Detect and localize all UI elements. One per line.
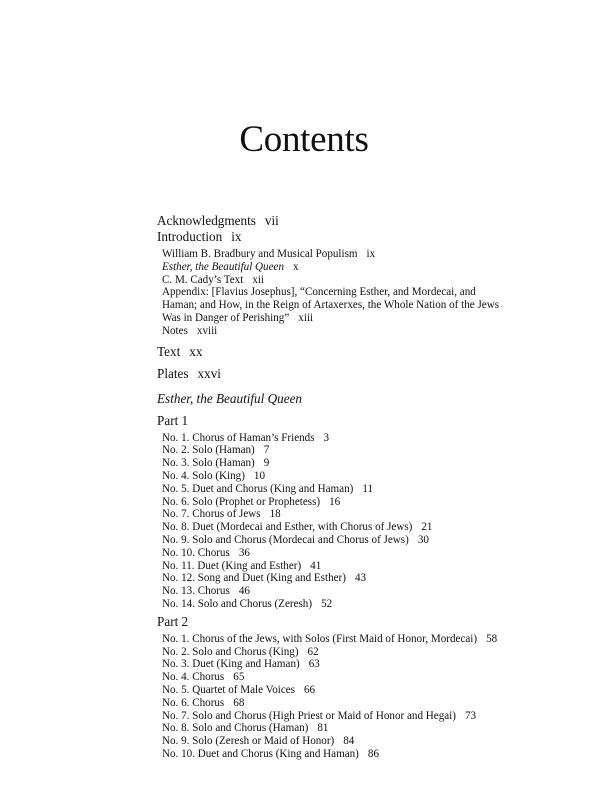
toc-number-entry — [162, 646, 577, 659]
toc-number-entry — [162, 748, 577, 761]
toc-number-entry — [162, 432, 577, 445]
entry-page: 62 — [307, 645, 319, 658]
toc-number-entry — [162, 671, 577, 684]
toc-entry-plates — [157, 366, 577, 382]
entry-label: Acknowledgments — [157, 213, 256, 228]
entry-page: 36 — [238, 546, 250, 559]
toc-subentry — [162, 325, 577, 338]
entry-label: No. 3. Solo (Haman) — [162, 457, 255, 470]
entry-label: No. 5. Duet and Chorus (King and Haman) — [162, 482, 354, 495]
toc-number-entry — [162, 658, 577, 671]
entry-page: 81 — [317, 722, 329, 735]
entry-label: No. 4. Solo (King) — [162, 469, 245, 482]
entry-label: No. 2. Solo and Chorus (King) — [162, 645, 299, 658]
entry-label: No. 1. Chorus of the Jews, with Solos (First Maid of Honor, Mordecai) — [162, 632, 478, 645]
entry-label: No. 6. Solo (Prophet or Prophetess) — [162, 495, 321, 508]
entry-label: No. 8. Duet (Mordecai and Esther, with Chorus of Jews) — [162, 521, 413, 534]
entry-label: C. M. Cady’s Text — [162, 273, 244, 286]
entry-label: No. 11. Duet (King and Esther) — [162, 559, 302, 572]
toc-number-entry — [162, 457, 577, 470]
entry-label: No. 3. Duet (King and Haman) — [162, 658, 300, 671]
entry-page: 7 — [263, 444, 270, 457]
toc-number-entry — [162, 508, 577, 521]
entry-page: 66 — [304, 683, 316, 696]
toc-number-entry — [162, 585, 577, 598]
toc-number-entry — [162, 722, 577, 735]
entry-page: 30 — [417, 533, 429, 546]
entry-page: 18 — [269, 508, 281, 521]
entry-page: 21 — [421, 521, 433, 534]
toc-number-entry — [162, 444, 577, 457]
toc-number-entry — [162, 710, 577, 723]
entry-label: No. 10. Chorus — [162, 546, 230, 559]
work-title: Esther, the Beautiful Queen — [157, 390, 303, 406]
entry-page: 3 — [323, 431, 330, 444]
entry-label: No. 7. Solo and Chorus (High Priest or Maid of Honor and Hegai) — [162, 709, 456, 722]
entry-page: xx — [189, 343, 203, 359]
toc-number-entry — [162, 633, 577, 646]
toc-number-entry — [162, 521, 577, 534]
entry-page: vii — [264, 213, 279, 228]
toc-number-entry — [162, 572, 577, 585]
toc-number-entry — [162, 496, 577, 509]
entry-label: Esther, the Beautiful Queen — [162, 260, 285, 273]
entry-label: No. 10. Duet and Chorus (King and Haman) — [162, 747, 359, 760]
entry-label: Text — [157, 343, 181, 359]
entry-page: 43 — [354, 572, 367, 585]
entry-label: No. 8. Solo and Chorus (Haman) — [162, 722, 309, 735]
toc-subentry-appendix — [162, 286, 512, 324]
toc-number-entry — [162, 547, 577, 560]
entry-page: 65 — [233, 671, 245, 684]
entry-label: No. 12. Song and Duet (King and Esther) — [162, 572, 346, 585]
table-of-contents — [157, 213, 577, 761]
entry-label: Appendix: [Flavius Josephus], “Concerning Esther, and Mordecai, and Haman; and How, in the Reign of Artaxerxes, the Whole Nation of the Jews Was in Danger of Perishing” — [162, 286, 500, 324]
entry-label: No. 7. Chorus of Jews — [162, 508, 261, 521]
entry-page: 52 — [321, 597, 333, 610]
entry-page: 46 — [238, 585, 250, 598]
entry-label: Introduction — [157, 229, 223, 244]
entry-page: 9 — [263, 457, 270, 470]
toc-number-entry — [162, 735, 577, 748]
entry-page: 63 — [308, 658, 320, 671]
entry-page: ix — [366, 248, 376, 260]
toc-number-entry — [162, 470, 577, 483]
entry-label: William B. Bradbury and Musical Populism — [162, 248, 358, 260]
toc-subentry — [162, 261, 577, 274]
page-title: Contents — [239, 119, 369, 160]
toc-number-entry — [162, 483, 577, 496]
toc-number-entry — [162, 684, 577, 697]
toc-subentry — [162, 248, 577, 261]
entry-page: 68 — [233, 696, 245, 709]
entry-page: ix — [231, 229, 242, 244]
entry-label: Notes — [162, 324, 188, 337]
entry-label: No. 9. Solo (Zeresh or Maid of Honor) — [162, 735, 335, 748]
toc-entry-text — [157, 344, 577, 360]
entry-page: 16 — [329, 495, 341, 508]
entry-page: xxvi — [197, 365, 221, 381]
part1-list — [157, 432, 577, 611]
toc-number-entry — [162, 534, 577, 547]
part2-heading: Part 2 — [157, 613, 189, 629]
entry-page: 58 — [486, 632, 498, 645]
entry-label: No. 14. Solo and Chorus (Zeresh) — [162, 597, 313, 610]
toc-subentry — [162, 274, 577, 287]
entry-label: No. 6. Chorus — [162, 696, 225, 709]
entry-page: 41 — [310, 559, 322, 572]
toc-entry-acknowledgments — [157, 213, 577, 229]
entry-page: 86 — [367, 747, 379, 760]
entry-label: No. 13. Chorus — [162, 585, 230, 598]
toc-number-entry — [162, 697, 577, 710]
part2-list — [157, 633, 577, 761]
entry-page: 10 — [253, 469, 265, 482]
entry-page: 11 — [362, 482, 374, 495]
entry-page: xviii — [196, 324, 218, 337]
toc-number-entry — [162, 598, 577, 611]
entry-label: No. 9. Solo and Chorus (Mordecai and Chorus of Jews) — [162, 533, 409, 546]
entry-label: No. 2. Solo (Haman) — [162, 444, 255, 457]
part1-heading: Part 1 — [157, 412, 189, 428]
entry-page: xii — [252, 273, 265, 286]
entry-label: No. 4. Chorus — [162, 671, 225, 684]
entry-page: 73 — [464, 709, 477, 722]
entry-label: No. 1. Chorus of Haman’s Friends — [162, 431, 315, 444]
entry-page: 84 — [343, 735, 355, 748]
toc-number-entry — [162, 560, 577, 573]
toc-entry-introduction — [157, 229, 577, 245]
entry-label: Plates — [157, 365, 189, 381]
entry-label: No. 5. Quartet of Male Voices — [162, 683, 295, 696]
entry-page: xiii — [298, 311, 314, 324]
entry-page: x — [293, 260, 299, 273]
